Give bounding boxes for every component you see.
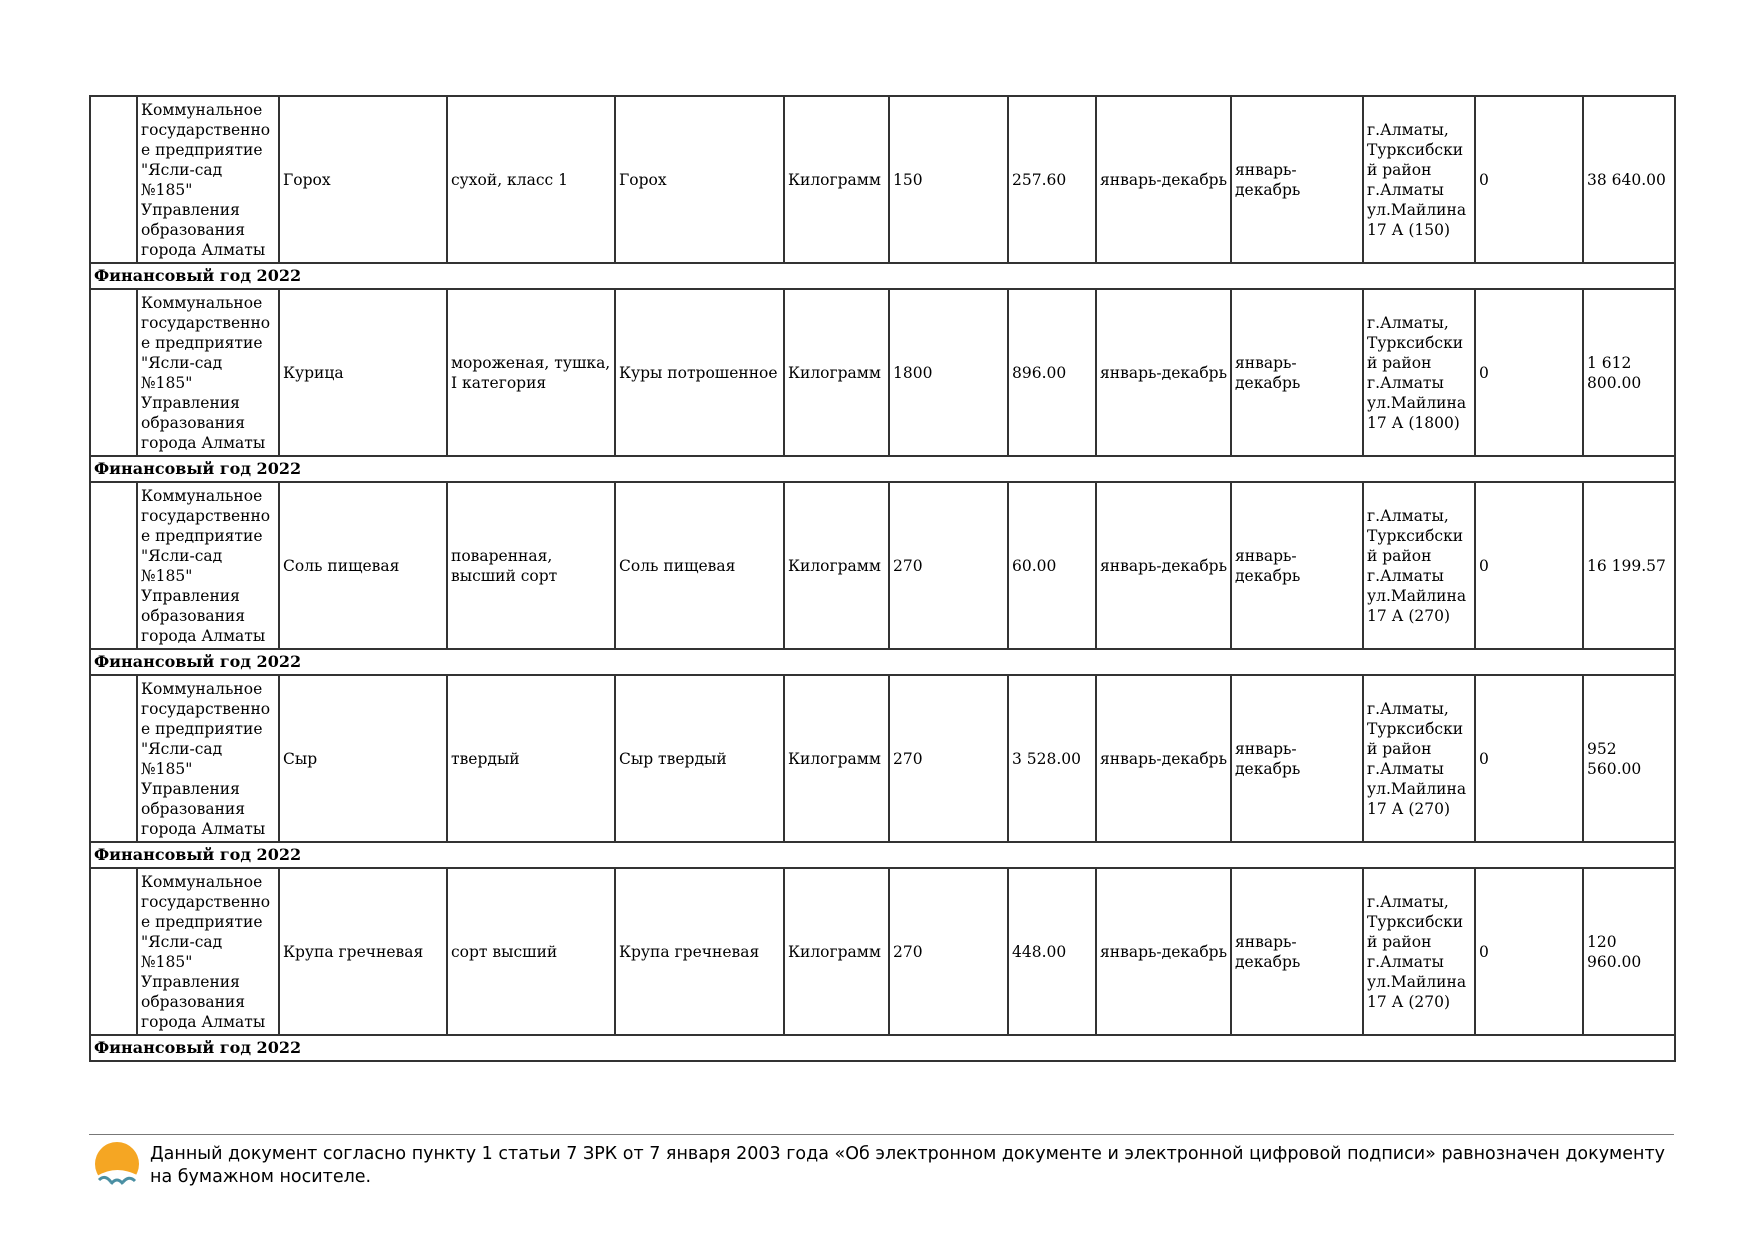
cell-total-amount: 16 199.57 xyxy=(1583,482,1675,649)
cell-delivery-location: г.Алматы, Турксибский район г.Алматы ул.Майлина 17 А (270) xyxy=(1363,675,1475,842)
cell-price: 448.00 xyxy=(1008,868,1096,1035)
financial-year-row xyxy=(90,649,1675,675)
cell-quantity: 270 xyxy=(889,482,1008,649)
cell-customer: Коммунальное государственное предприятие "Ясли-сад №185" Управления образования города Алматы xyxy=(137,868,279,1035)
cell-delivery-period: январь-декабрь xyxy=(1096,675,1231,842)
table-row xyxy=(90,482,1675,649)
cell-unit: Килограмм xyxy=(784,868,889,1035)
cell-customer: Коммунальное государственное предприятие "Ясли-сад №185" Управления образования города Алматы xyxy=(137,482,279,649)
cell-price: 257.60 xyxy=(1008,96,1096,263)
financial-year-label: Финансовый год 2022 xyxy=(90,1035,1675,1061)
table-row xyxy=(90,289,1675,456)
cell-delivery-period-2: январь-декабрь xyxy=(1231,289,1363,456)
cell-delivery-period: январь-декабрь xyxy=(1096,96,1231,263)
cell-unit: Килограмм xyxy=(784,675,889,842)
cell-price: 3 528.00 xyxy=(1008,675,1096,842)
cell-number xyxy=(90,675,137,842)
footer xyxy=(89,1134,1674,1187)
cell-customer: Коммунальное государственное предприятие "Ясли-сад №185" Управления образования города Алматы xyxy=(137,96,279,263)
cell-quantity: 270 xyxy=(889,675,1008,842)
cell-total-amount: 1 612 800.00 xyxy=(1583,289,1675,456)
cell-delivery-period-2: январь-декабрь xyxy=(1231,675,1363,842)
cell-quantity: 1800 xyxy=(889,289,1008,456)
cell-number xyxy=(90,96,137,263)
cell-unit: Килограмм xyxy=(784,289,889,456)
table-row xyxy=(90,675,1675,842)
cell-extra-characteristics: Горох xyxy=(615,96,784,263)
cell-extra-characteristics: Соль пищевая xyxy=(615,482,784,649)
financial-year-label: Финансовый год 2022 xyxy=(90,263,1675,289)
cell-characteristics: сорт высший xyxy=(447,868,615,1035)
cell-characteristics: твердый xyxy=(447,675,615,842)
table-row xyxy=(90,868,1675,1035)
cell-delivery-location: г.Алматы, Турксибский район г.Алматы ул.Майлина 17 А (1800) xyxy=(1363,289,1475,456)
cell-delivery-location: г.Алматы, Турксибский район г.Алматы ул.Майлина 17 А (270) xyxy=(1363,482,1475,649)
cell-name: Горох xyxy=(279,96,447,263)
cell-quantity: 150 xyxy=(889,96,1008,263)
cell-price: 60.00 xyxy=(1008,482,1096,649)
cell-unit: Килограмм xyxy=(784,96,889,263)
footer-disclaimer: Данный документ согласно пункту 1 статьи 7 ЗРК от 7 января 2003 года «Об электронном документе и электронной цифровой подписи» равнозначен документу на бумажном носителе. xyxy=(150,1144,1666,1187)
table-row xyxy=(90,96,1675,263)
cell-unit: Килограмм xyxy=(784,482,889,649)
cell-price: 896.00 xyxy=(1008,289,1096,456)
cell-advance-payment: 0 xyxy=(1475,675,1583,842)
financial-year-label: Финансовый год 2022 xyxy=(90,456,1675,482)
financial-year-row xyxy=(90,456,1675,482)
financial-year-row xyxy=(90,263,1675,289)
cell-advance-payment: 0 xyxy=(1475,96,1583,263)
cell-customer: Коммунальное государственное предприятие "Ясли-сад №185" Управления образования города Алматы xyxy=(137,289,279,456)
cell-delivery-period-2: январь-декабрь xyxy=(1231,482,1363,649)
cell-name: Крупа гречневая xyxy=(279,868,447,1035)
cell-characteristics: поваренная, высший сорт xyxy=(447,482,615,649)
cell-customer: Коммунальное государственное предприятие "Ясли-сад №185" Управления образования города Алматы xyxy=(137,675,279,842)
financial-year-label: Финансовый год 2022 xyxy=(90,842,1675,868)
cell-extra-characteristics: Куры потрошенное xyxy=(615,289,784,456)
procurement-table xyxy=(89,95,1676,1062)
cell-extra-characteristics: Крупа гречневая xyxy=(615,868,784,1035)
cell-extra-characteristics: Сыр твердый xyxy=(615,675,784,842)
cell-name: Курица xyxy=(279,289,447,456)
cell-total-amount: 952 560.00 xyxy=(1583,675,1675,842)
cell-delivery-period: январь-декабрь xyxy=(1096,868,1231,1035)
cell-delivery-period-2: январь-декабрь xyxy=(1231,868,1363,1035)
financial-year-row xyxy=(90,842,1675,868)
cell-delivery-period: январь-декабрь xyxy=(1096,289,1231,456)
cell-name: Сыр xyxy=(279,675,447,842)
cell-number xyxy=(90,868,137,1035)
cell-advance-payment: 0 xyxy=(1475,868,1583,1035)
egov-sun-logo-icon xyxy=(93,1142,141,1190)
cell-characteristics: мороженая, тушка, I категория xyxy=(447,289,615,456)
cell-number xyxy=(90,482,137,649)
cell-total-amount: 38 640.00 xyxy=(1583,96,1675,263)
financial-year-row xyxy=(90,1035,1675,1061)
cell-total-amount: 120 960.00 xyxy=(1583,868,1675,1035)
cell-advance-payment: 0 xyxy=(1475,482,1583,649)
cell-characteristics: сухой, класс 1 xyxy=(447,96,615,263)
cell-delivery-period-2: январь-декабрь xyxy=(1231,96,1363,263)
cell-delivery-location: г.Алматы, Турксибский район г.Алматы ул.Майлина 17 А (150) xyxy=(1363,96,1475,263)
cell-delivery-location: г.Алматы, Турксибский район г.Алматы ул.Майлина 17 А (270) xyxy=(1363,868,1475,1035)
cell-number xyxy=(90,289,137,456)
cell-advance-payment: 0 xyxy=(1475,289,1583,456)
cell-quantity: 270 xyxy=(889,868,1008,1035)
financial-year-label: Финансовый год 2022 xyxy=(90,649,1675,675)
cell-name: Соль пищевая xyxy=(279,482,447,649)
cell-delivery-period: январь-декабрь xyxy=(1096,482,1231,649)
